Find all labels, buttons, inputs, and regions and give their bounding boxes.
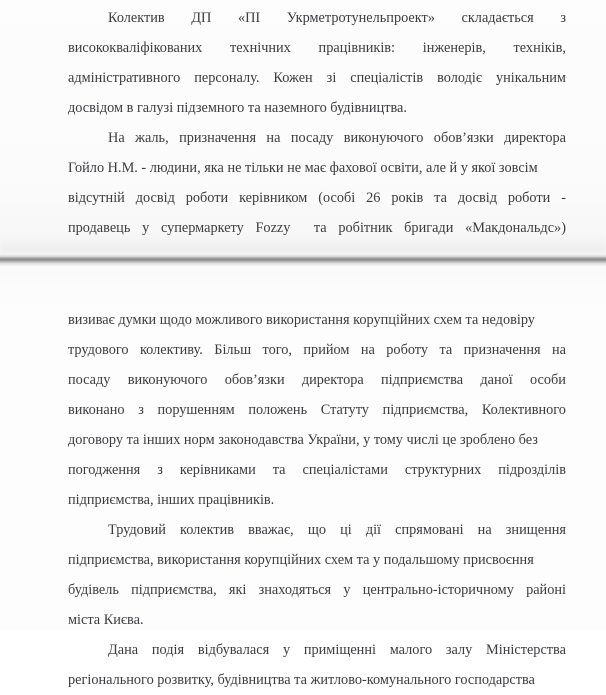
line-text: досвідом в галузі підземного та наземного будівництва. xyxy=(68,100,407,116)
word: володіє xyxy=(437,70,482,86)
text-line xyxy=(68,3,566,33)
line-text: підприємства, інших працівників. xyxy=(68,492,275,508)
word: у xyxy=(142,220,150,236)
word: складається xyxy=(461,10,534,26)
word: трудового xyxy=(68,342,129,358)
word: досвід xyxy=(135,190,175,206)
word: погодження xyxy=(68,462,141,478)
word: На xyxy=(108,130,125,146)
word: підприємства xyxy=(381,372,464,388)
line-text: Гойло Н.М. - людини, яка не тільки не має фахової освіти, але й у якої зовсім xyxy=(68,160,538,176)
text-line xyxy=(68,605,566,635)
word: знищення xyxy=(505,522,566,538)
text-line xyxy=(68,515,566,545)
text-line xyxy=(68,455,566,485)
word: підприємства, xyxy=(382,402,469,418)
word: досвід xyxy=(457,190,497,206)
paragraph xyxy=(68,123,566,243)
line-text: підприємства, використання корупційних схем та у подальшому присвоєння xyxy=(68,552,534,568)
word: спрямовані xyxy=(395,522,464,538)
word: керівниками xyxy=(179,462,256,478)
word: адміністративного xyxy=(68,70,181,86)
word: відбувалася xyxy=(197,642,270,658)
text-line xyxy=(68,305,566,335)
word: Колективного xyxy=(481,402,566,418)
paragraph xyxy=(68,515,566,635)
text-line xyxy=(68,635,566,665)
word: з xyxy=(138,402,144,418)
text-line xyxy=(68,153,566,183)
scan-edge-artifact xyxy=(0,236,606,252)
word: Укрметротунельпроект» xyxy=(286,10,435,26)
word: посаду xyxy=(68,372,111,388)
word: інженерів, xyxy=(422,40,486,56)
word: спеціалістів xyxy=(350,70,424,86)
word: виконуючого xyxy=(343,130,424,146)
word: виконуючого xyxy=(127,372,208,388)
word: Fozzy xyxy=(255,220,291,236)
text-line xyxy=(68,395,566,425)
word: директора xyxy=(504,130,566,146)
word: Колектив xyxy=(108,10,165,26)
text-line xyxy=(68,63,566,93)
word: - xyxy=(561,190,566,206)
word: обов’язки xyxy=(433,130,494,146)
text-line xyxy=(68,93,566,123)
word: років xyxy=(391,190,424,206)
word: порушенням xyxy=(157,402,235,418)
word: призначення xyxy=(463,342,541,358)
text-line xyxy=(68,183,566,213)
word: колективу. xyxy=(139,342,203,358)
word: висококваліфікованих xyxy=(68,40,203,56)
word: жаль, xyxy=(135,130,169,146)
word: залу xyxy=(445,642,473,658)
text-line xyxy=(68,665,566,695)
word: вважає, xyxy=(248,522,294,538)
paragraph xyxy=(68,3,566,123)
word: на xyxy=(477,522,492,538)
word: підприємства, xyxy=(131,582,217,598)
word: керівником xyxy=(239,190,308,206)
word: дії xyxy=(365,522,382,538)
word: роботи xyxy=(185,190,229,206)
text-line xyxy=(68,425,566,455)
line-text: міста Києва. xyxy=(68,612,144,628)
word: районі xyxy=(526,582,566,598)
word: Кожен xyxy=(273,70,313,86)
word: ці xyxy=(340,522,352,538)
text-line xyxy=(68,335,566,365)
word: продавець xyxy=(68,220,131,236)
word: колектив xyxy=(179,522,235,538)
word: даної xyxy=(480,372,513,388)
text-line xyxy=(68,123,566,153)
text-line xyxy=(68,485,566,515)
word: та xyxy=(439,342,453,358)
word: з xyxy=(560,10,566,26)
word: положень xyxy=(248,402,308,418)
word: ДП xyxy=(191,10,212,26)
word: працівників: xyxy=(318,40,396,56)
word: з xyxy=(157,462,163,478)
line-text: договору та інших норм законодавства України, у тому числі це зроблено без xyxy=(68,432,538,448)
word: посаду xyxy=(290,130,334,146)
word: унікальним xyxy=(495,70,566,86)
line-text: регіонального розвитку, будівництва та житлово-комунального господарства xyxy=(68,672,535,688)
word: будівель xyxy=(68,582,119,598)
word: у xyxy=(343,582,351,598)
word: на xyxy=(360,342,375,358)
scanned-sheet-top xyxy=(0,0,606,256)
word: прийом xyxy=(303,342,350,358)
word: «Макдональдс») xyxy=(465,220,566,236)
word: роботу xyxy=(386,342,429,358)
text-line xyxy=(68,33,566,63)
text-block-bottom xyxy=(68,305,566,695)
paragraph xyxy=(68,635,566,695)
word: центрально-історичному xyxy=(362,582,514,598)
word: малого xyxy=(389,642,433,658)
word: Дана xyxy=(108,642,139,658)
word: що xyxy=(307,522,326,538)
word: супермаркету xyxy=(160,220,244,236)
word: на xyxy=(552,342,566,358)
word: директора xyxy=(301,372,364,388)
word: персоналу. xyxy=(194,70,260,86)
word: робітник xyxy=(338,220,393,236)
word: технічних xyxy=(230,40,291,56)
word: підрозділів xyxy=(498,462,566,478)
word: обов’язки xyxy=(224,372,285,388)
word: спеціалістами xyxy=(302,462,388,478)
word: (особі xyxy=(318,190,356,206)
line-text: визиває думки щодо можливого використання корупційних схем та недовіру xyxy=(68,312,535,328)
text-block-top xyxy=(68,3,566,243)
word: Більш xyxy=(214,342,252,358)
word: призначення xyxy=(179,130,257,146)
word: Статуту xyxy=(320,402,369,418)
text-line xyxy=(68,545,566,575)
word: відсутній xyxy=(68,190,125,206)
word: та xyxy=(434,190,447,206)
word: Трудовий xyxy=(108,522,166,538)
word: того, xyxy=(262,342,292,358)
word: роботи xyxy=(507,190,551,206)
word: особи xyxy=(530,372,566,388)
word: техніків, xyxy=(513,40,566,56)
word: зі xyxy=(326,70,337,86)
word: та xyxy=(313,220,327,236)
word: приміщенні xyxy=(303,642,376,658)
word: які xyxy=(228,582,247,598)
word: бригади xyxy=(404,220,454,236)
word: подія xyxy=(151,642,185,658)
word: у xyxy=(282,642,291,658)
word: «ПІ xyxy=(237,10,261,26)
paragraph xyxy=(68,305,566,515)
word: виконано xyxy=(68,402,125,418)
word: на xyxy=(266,130,281,146)
word: 26 xyxy=(366,190,381,206)
word: та xyxy=(272,462,286,478)
text-line xyxy=(68,575,566,605)
text-line xyxy=(68,365,566,395)
word: структурних xyxy=(404,462,482,478)
scanned-sheet-bottom xyxy=(0,266,606,688)
word: знаходяться xyxy=(258,582,332,598)
word: Міністерства xyxy=(486,642,566,658)
